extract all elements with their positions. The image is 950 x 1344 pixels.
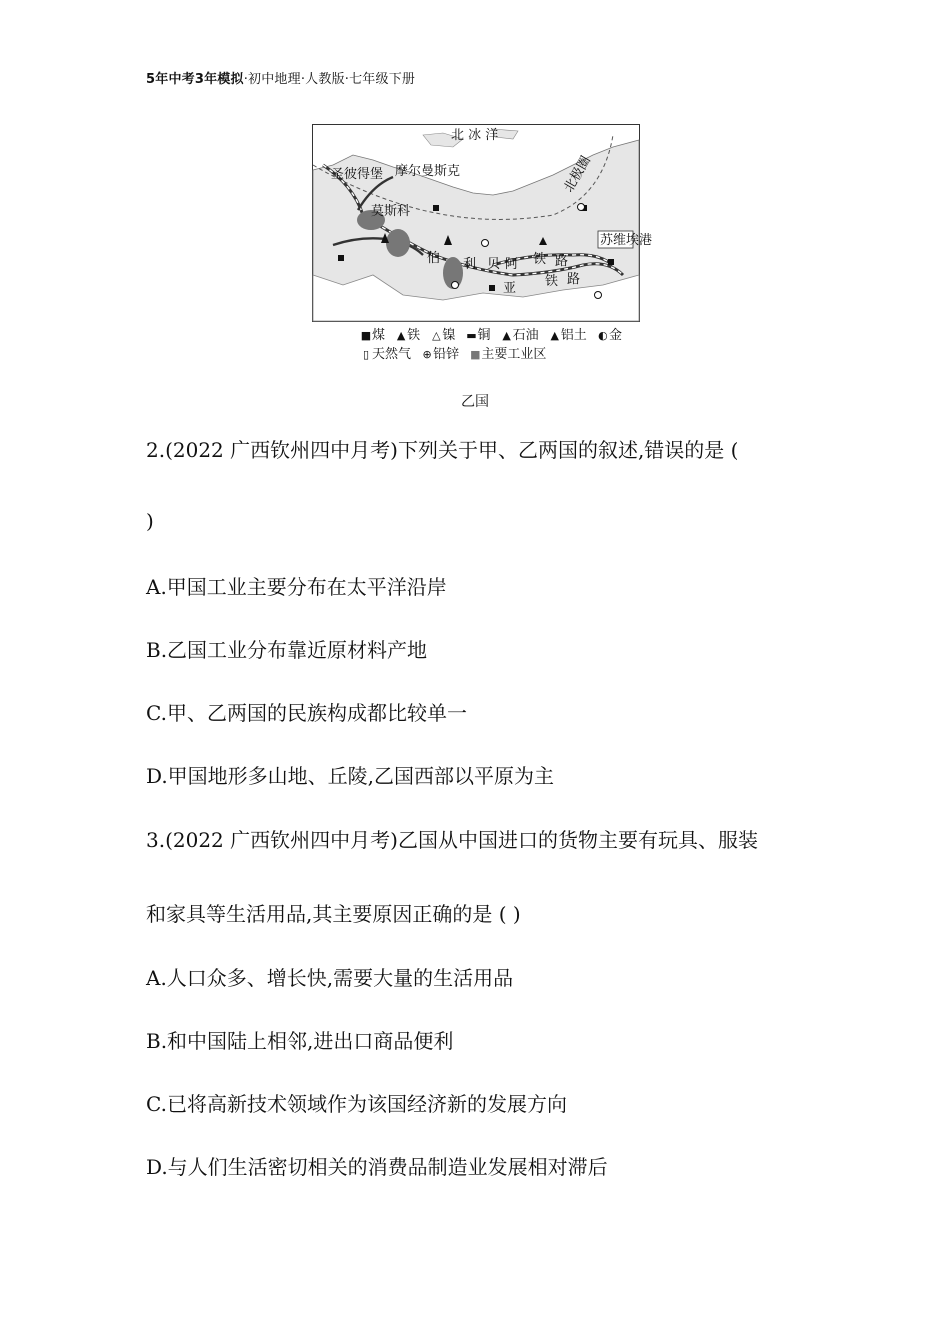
railway-char: 贝 bbox=[487, 257, 501, 272]
map-drawing bbox=[313, 125, 653, 321]
legend-item-industrial-zone: ■主要工业区 bbox=[470, 347, 547, 362]
question-3-stem: 3.(2022 广西钦州四中月考)乙国从中国进口的货物主要有玩具、服装 bbox=[146, 828, 758, 852]
legend-item-natural-gas: ▯ 天然气 bbox=[362, 347, 412, 362]
question-3-option-c[interactable]: C.已将高新技术领域作为该国经济新的发展方向 bbox=[146, 1092, 567, 1116]
railway-char: 亚 bbox=[503, 281, 517, 296]
header-book-subtitle: ·初中地理·人教版·七年级下册 bbox=[243, 72, 416, 87]
legend-item-copper: ▬铜 bbox=[466, 328, 491, 343]
question-2-option-c[interactable]: C.甲、乙两国的民族构成都比较单一 bbox=[146, 701, 467, 725]
legend-item-oil: ▲ 石油 bbox=[502, 328, 539, 343]
legend-item-nickel: △ 镍 bbox=[432, 328, 456, 343]
legend-row-2 bbox=[360, 345, 628, 364]
question-3-option-d[interactable]: D.与人们生活密切相关的消费品制造业发展相对滞后 bbox=[146, 1155, 608, 1179]
legend-item-gold: ◐金 bbox=[598, 328, 622, 343]
lead-zinc-symbol bbox=[452, 282, 459, 289]
header-book-title: 5年中考3年模拟 bbox=[146, 72, 244, 87]
label-st-petersburg: 圣彼得堡 bbox=[331, 167, 384, 182]
railway-char: 路 bbox=[567, 272, 581, 287]
question-2-option-d[interactable]: D.甲国地形多山地、丘陵,乙国西部以平原为主 bbox=[146, 764, 555, 788]
question-3-option-a[interactable]: A.人口众多、增长快,需要大量的生活用品 bbox=[146, 966, 514, 990]
question-2-option-a[interactable]: A.甲国工业主要分布在太平洋沿岸 bbox=[146, 575, 447, 599]
question-2-stem-cont: ) bbox=[146, 509, 154, 533]
railway-char: 路 bbox=[555, 254, 569, 269]
railway-char: 铁 bbox=[545, 274, 559, 289]
legend-row-1 bbox=[360, 326, 628, 345]
label-ocean: 北 冰 洋 bbox=[451, 128, 499, 143]
legend-item-iron: ▲ 铁 bbox=[396, 328, 421, 343]
question-2-stem: 2.(2022 广西钦州四中月考)下列关于甲、乙两国的叙述,错误的是 ( bbox=[146, 438, 739, 462]
question-3-option-b[interactable]: B.和中国陆上相邻,进出口商品便利 bbox=[146, 1029, 454, 1053]
russia-map bbox=[312, 124, 653, 322]
label-soviet-harbor: 苏维埃港 bbox=[600, 233, 653, 248]
coal-symbol bbox=[489, 285, 495, 291]
legend-item-bauxite: ▲ 铝土 bbox=[550, 328, 587, 343]
railway-char: 利 bbox=[463, 257, 477, 272]
legend-item-coal: ■煤 bbox=[360, 328, 386, 343]
question-2-option-b[interactable]: B.乙国工业分布靠近原材料产地 bbox=[146, 638, 428, 662]
question-3-stem-cont: 和家具等生活用品,其主要原因正确的是 ( ) bbox=[146, 902, 521, 926]
legend-item-lead-zinc: ⊕铅锌 bbox=[422, 347, 460, 362]
railway-char: 阿 bbox=[505, 257, 519, 272]
lead-zinc-symbol bbox=[595, 292, 602, 299]
coal-symbol bbox=[338, 255, 344, 261]
industrial-zone-volga bbox=[386, 229, 410, 257]
label-arctic-circle: 北极圈 bbox=[561, 153, 594, 195]
page-header bbox=[146, 68, 415, 87]
gold-symbol bbox=[578, 204, 585, 211]
label-murmansk: 摩尔曼斯克 bbox=[395, 164, 461, 179]
map-legend bbox=[360, 326, 628, 364]
railway-char: 铁 bbox=[533, 252, 547, 267]
map-caption: 乙国 bbox=[461, 394, 489, 410]
label-moscow: 莫斯科 bbox=[371, 204, 411, 219]
coal-symbol bbox=[608, 259, 614, 265]
gold-symbol bbox=[482, 240, 489, 247]
coal-symbol bbox=[433, 205, 439, 211]
railway-char: 伯 bbox=[427, 251, 441, 266]
